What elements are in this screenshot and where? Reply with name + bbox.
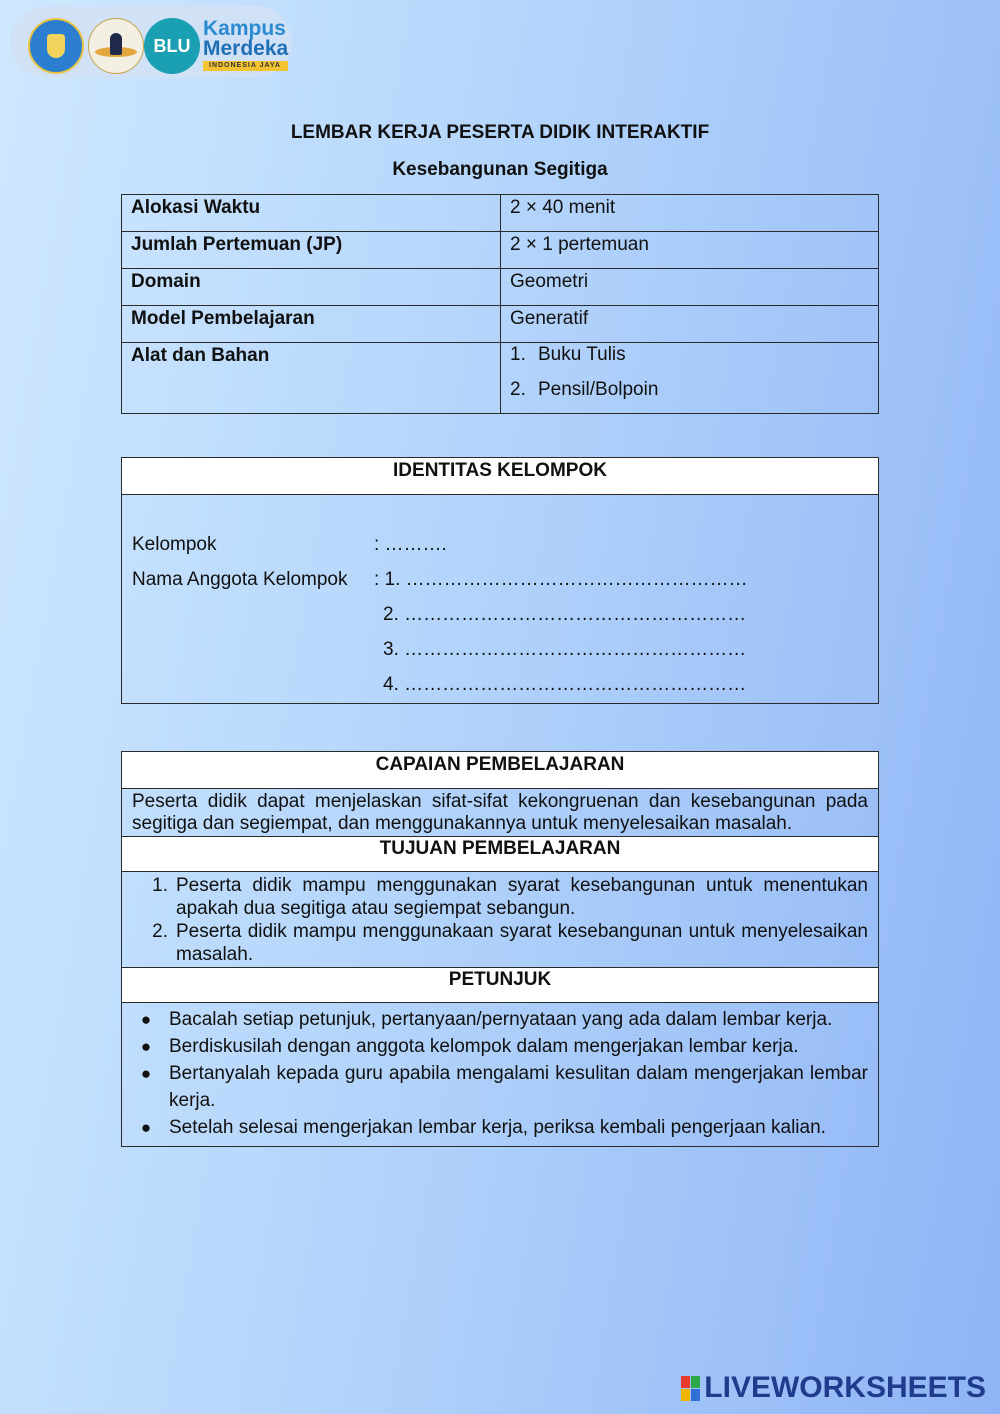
- capaian-text: Peserta didik dapat menjelaskan sifat-sifat kekongruenan dan kesebangunan pada segitiga dan segiempat, dan menggunakannya untuk menyelesaikan masalah.: [132, 791, 868, 834]
- petunjuk-text: Bacalah setiap petunjuk, pertanyaan/pernyataan yang ada dalam lembar kerja.: [169, 1009, 833, 1030]
- merdeka-text: Merdeka: [203, 37, 289, 60]
- learning-table: [121, 751, 879, 1147]
- liveworksheets-brand-text: LIVEWORKSHEETS: [704, 1371, 986, 1404]
- info-value: 2 × 40 menit: [501, 195, 879, 232]
- petunjuk-text: Setelah selesai mengerjakan lembar kerja, periksa kembali pengerjaan kalian.: [169, 1117, 826, 1138]
- petunjuk-text: Berdiskusilah dengan anggota kelompok dalam mengerjakan lembar kerja.: [169, 1036, 799, 1057]
- identity-table: [121, 457, 879, 704]
- bullet-icon: ●: [140, 1118, 152, 1137]
- members-row: [123, 667, 877, 702]
- page-title: LEMBAR KERJA PESERTA DIDIK INTERAKTIF: [290, 122, 710, 143]
- tujuan-item: [123, 920, 868, 966]
- bullet-icon: ●: [140, 1037, 152, 1056]
- petunjuk-item: [123, 1060, 868, 1114]
- bullet-icon: ●: [140, 1064, 152, 1083]
- tool-text: Buku Tulis: [538, 344, 626, 365]
- info-label: Alokasi Waktu: [122, 195, 501, 232]
- tujuan-cell: [122, 872, 879, 968]
- bullet-icon: ●: [140, 1010, 152, 1029]
- tool-num: 2.: [510, 379, 526, 400]
- petunjuk-item: [123, 1006, 868, 1033]
- tool-item: [510, 343, 869, 367]
- capaian-heading: CAPAIAN PEMBELAJARAN: [122, 752, 879, 789]
- tut-wuri-handayani-logo-icon: [28, 18, 84, 74]
- kampus-merdeka-logo: [203, 19, 288, 71]
- info-value: Geometri: [501, 269, 879, 306]
- tujuan-num: 2.: [152, 921, 168, 942]
- info-label: Model Pembelajaran: [122, 306, 501, 343]
- info-row: [122, 195, 879, 232]
- capaian-cell: [122, 789, 879, 837]
- tool-item: [510, 367, 869, 413]
- indonesia-jaya-text: INDONESIA JAYA: [203, 61, 288, 71]
- info-row: [122, 269, 879, 306]
- member-field-2[interactable]: 2. ………………………………………………: [383, 604, 747, 625]
- identity-heading: IDENTITAS KELOMPOK: [122, 458, 879, 495]
- tool-text: Pensil/Bolpoin: [538, 379, 659, 400]
- petunjuk-cell: [122, 1003, 879, 1147]
- members-row: [123, 562, 877, 597]
- info-row: [122, 306, 879, 343]
- member-field-4[interactable]: 4. ………………………………………………: [383, 674, 747, 695]
- tujuan-num: 1.: [152, 875, 168, 896]
- info-table: [121, 194, 879, 414]
- group-value-field[interactable]: : ……….: [374, 534, 447, 555]
- identity-body: [122, 495, 879, 704]
- info-label: Domain: [122, 269, 501, 306]
- university-logo-icon: [88, 18, 144, 74]
- members-row: [123, 632, 877, 667]
- tool-num: 1.: [510, 344, 526, 365]
- page-subtitle: Kesebangunan Segitiga: [392, 159, 608, 180]
- petunjuk-item: [123, 1033, 868, 1060]
- members-label: Nama Anggota Kelompok: [132, 569, 348, 590]
- member-field-3[interactable]: 3. ………………………………………………: [383, 639, 747, 660]
- kampus-text: Kampus: [203, 17, 286, 40]
- members-row: [123, 597, 877, 632]
- logo-strip: [10, 6, 292, 78]
- member-field-1[interactable]: : 1. ………………………………………………: [374, 569, 748, 590]
- tujuan-list: [123, 874, 877, 966]
- petunjuk-list: [123, 1004, 877, 1145]
- tujuan-item: [123, 874, 868, 920]
- liveworksheets-logo: [681, 1370, 986, 1406]
- info-label: Jumlah Pertemuan (JP): [122, 232, 501, 269]
- info-row: [122, 343, 879, 414]
- blu-logo-icon: BLU: [144, 18, 200, 74]
- info-value: 2 × 1 pertemuan: [501, 232, 879, 269]
- tujuan-text: Peserta didik mampu menggunakaan syarat kesebangunan untuk menyelesaikan masalah.: [176, 921, 868, 965]
- info-label: Alat dan Bahan: [122, 343, 501, 414]
- tools-list: [501, 343, 879, 414]
- group-row: [123, 527, 877, 562]
- group-label: Kelompok: [132, 534, 217, 555]
- petunjuk-item: [123, 1114, 868, 1141]
- info-row: [122, 232, 879, 269]
- liveworksheets-mark-icon: [681, 1376, 700, 1401]
- petunjuk-heading: PETUNJUK: [122, 968, 879, 1003]
- tujuan-text: Peserta didik mampu menggunakan syarat kesebangunan untuk menentukan apakah dua segitiga atau segiempat sebangun.: [176, 875, 868, 919]
- info-value: Generatif: [501, 306, 879, 343]
- tujuan-heading: TUJUAN PEMBELAJARAN: [122, 837, 879, 872]
- petunjuk-text: Bertanyalah kepada guru apabila mengalami kesulitan dalam mengerjakan lembar kerja.: [169, 1063, 868, 1111]
